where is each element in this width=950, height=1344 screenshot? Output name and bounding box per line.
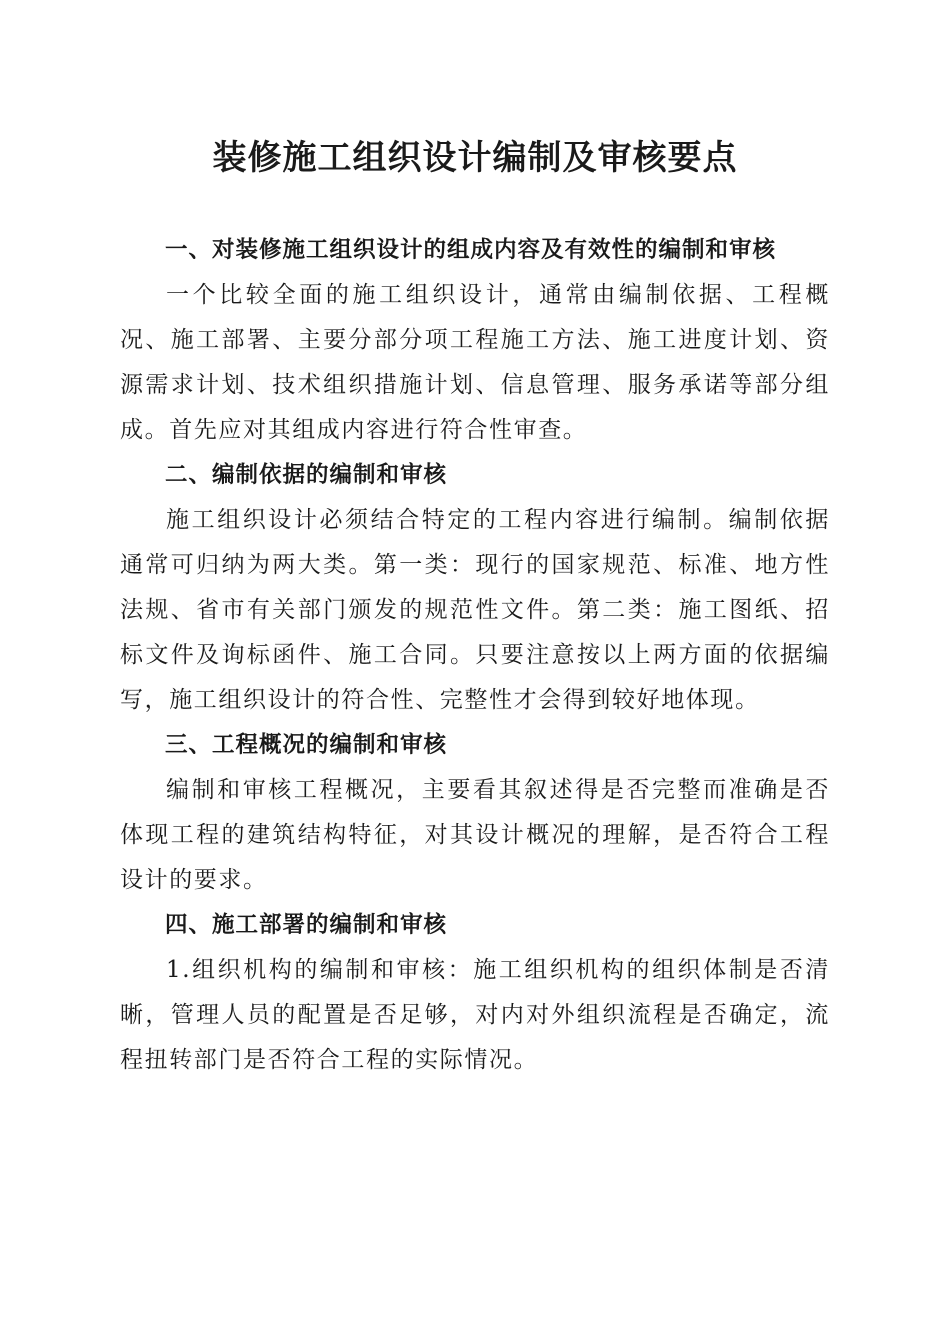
document-body (120, 228, 830, 1083)
document-title: 装修施工组织设计编制及审核要点 (212, 138, 738, 178)
section-heading-1: 一、对装修施工组织设计的组成内容及有效性的编制和审核 (165, 237, 777, 263)
section-heading-4: 四、施工部署的编制和审核 (165, 912, 448, 938)
section-heading-2: 二、编制依据的编制和审核 (165, 462, 448, 488)
section-heading-3: 三、工程概况的编制和审核 (165, 732, 448, 758)
section-paragraph-3: 编制和审核工程概况，主要看其叙述得是否完整而准确是否体现工程的建筑结构特征，对其设计概况的理解，是否符合工程设计的要求。 (120, 777, 830, 893)
section-paragraph-1: 一个比较全面的施工组织设计，通常由编制依据、工程概况、施工部署、主要分部分项工程施工方法、施工进度计划、资源需求计划、技术组织措施计划、信息管理、服务承诺等部分组成。首先应对其组成内容进行符合性审查。 (120, 282, 830, 443)
section-paragraph-4: 1.组织机构的编制和审核：施工组织机构的组织体制是否清晰，管理人员的配置是否足够，对内对外组织流程是否确定，流程扭转部门是否符合工程的实际情况。 (120, 957, 830, 1073)
section-paragraph-2: 施工组织设计必须结合特定的工程内容进行编制。编制依据通常可归纳为两大类。第一类：现行的国家规范、标准、地方性法规、省市有关部门颁发的规范性文件。第二类：施工图纸、招标文件及询标函件、施工合同。只要注意按以上两方面的依据编写，施工组织设计的符合性、完整性才会得到较好地体现。 (120, 507, 830, 713)
